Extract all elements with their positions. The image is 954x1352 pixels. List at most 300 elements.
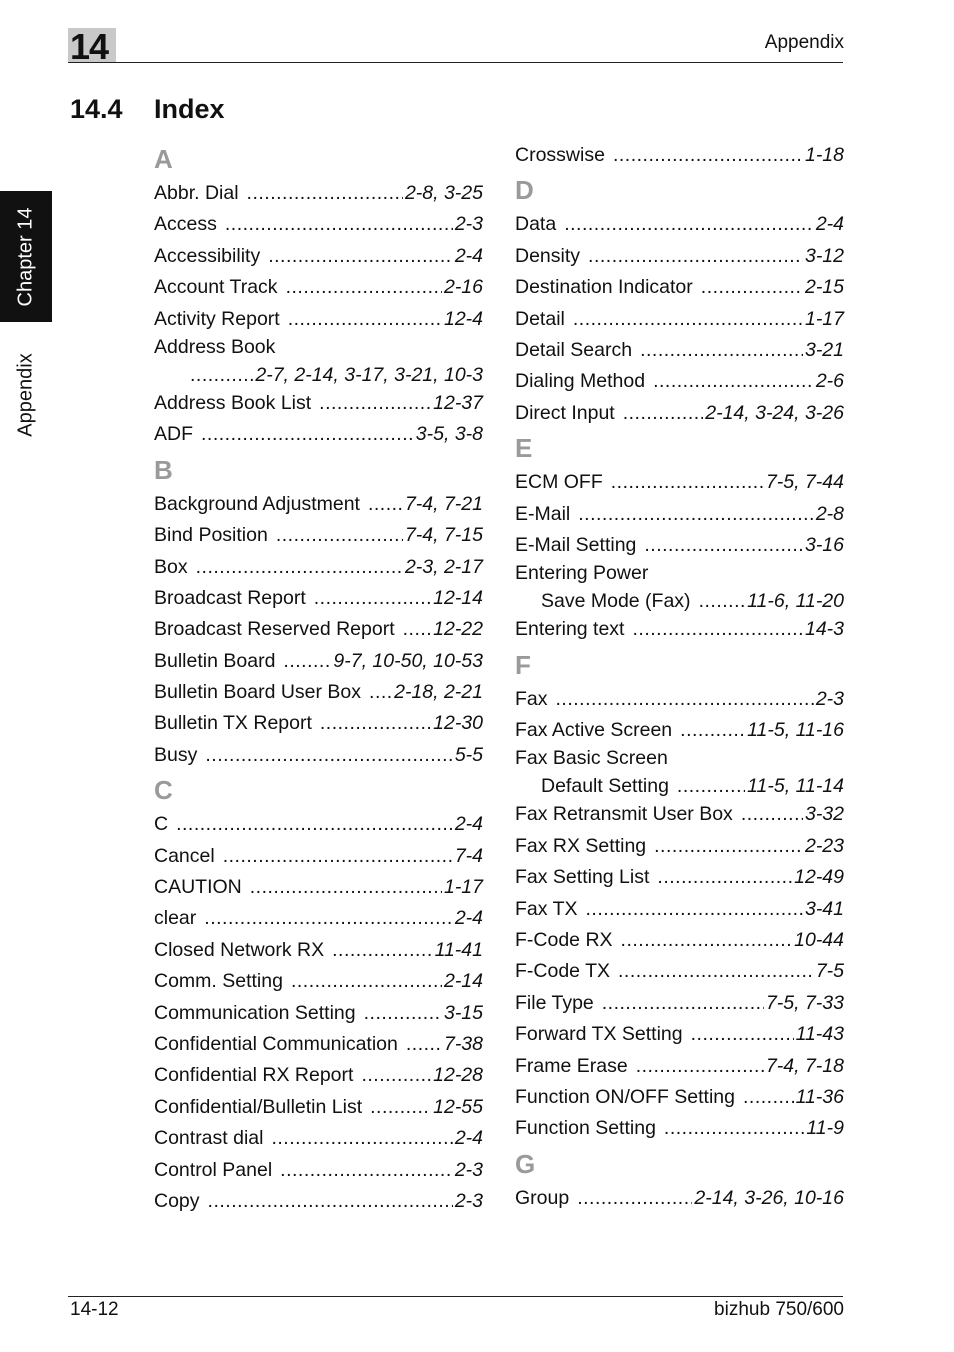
index-term: Background Adjustment (154, 492, 360, 515)
index-entry (515, 956, 844, 987)
index-entry-line (515, 799, 844, 830)
index-term: Fax Retransmit User Box (515, 803, 733, 826)
index-term: Control Panel (154, 1158, 273, 1181)
index-entry (515, 894, 844, 925)
index-page-refs: 10-44 (794, 929, 844, 952)
index-entry-line (154, 1029, 483, 1060)
leader-dots (291, 966, 442, 997)
leader-dots (332, 935, 432, 966)
index-letter-heading: E (515, 433, 533, 464)
page-number: 14-12 (70, 1299, 119, 1320)
index-entry-line (154, 419, 483, 450)
leader-dots (201, 419, 414, 450)
index-term: clear (154, 907, 197, 930)
header-title: Appendix (764, 32, 844, 53)
index-term: C (154, 813, 169, 836)
leader-dots (271, 1123, 452, 1154)
index-page-refs: 1-17 (804, 307, 844, 330)
index-entry-line (515, 499, 844, 530)
index-page-refs: 11-43 (795, 1023, 844, 1046)
index-entry-line (515, 304, 844, 335)
index-entry (515, 1019, 844, 1050)
index-entry (154, 1060, 483, 1091)
index-entry (154, 419, 483, 450)
index-term: Activity Report (154, 307, 280, 330)
side-tab-chapter-label: Chapter 14 (14, 207, 37, 306)
index-page-refs: 12-22 (433, 618, 483, 641)
index-entry (515, 746, 844, 799)
index-page-refs: 2-3 (454, 1189, 483, 1212)
index-entry (154, 966, 483, 997)
index-term: Bind Position (154, 524, 268, 547)
index-entry (154, 809, 483, 840)
leader-dots (664, 1113, 804, 1144)
index-page-refs: 2-4 (454, 813, 483, 836)
leader-dots (196, 552, 403, 583)
index-entry (154, 1092, 483, 1123)
index-page-refs: 2-3 (454, 1158, 483, 1181)
index-entry-line (515, 988, 844, 1019)
index-entry (515, 366, 844, 397)
index-entry-line (154, 489, 483, 520)
leader-dots (573, 304, 803, 335)
index-entry-line (515, 1019, 844, 1050)
index-term: Detail Search (515, 338, 633, 361)
index-entry (515, 862, 844, 893)
leader-dots (677, 771, 745, 802)
index-page-refs: 3-12 (804, 244, 844, 267)
index-entry-line (154, 966, 483, 997)
index-term: Broadcast Report (154, 586, 306, 609)
index-page-refs: 1-17 (443, 876, 483, 899)
index-page-refs: 2-4 (815, 213, 844, 236)
index-page-refs: 11-9 (806, 1117, 844, 1140)
index-entry (154, 583, 483, 614)
index-term: Confidential RX Report (154, 1064, 354, 1087)
index-entry-line (154, 872, 483, 903)
index-entry (515, 1082, 844, 1113)
index-page-refs: 12-49 (794, 866, 844, 889)
index-entry-line (154, 360, 483, 388)
index-entry-line (154, 677, 483, 708)
index-page-refs: 5-5 (454, 743, 483, 766)
index-entry (154, 614, 483, 645)
index-entry (515, 467, 844, 498)
index-entry (154, 841, 483, 872)
index-term: Copy (154, 1189, 200, 1212)
index-entry (154, 335, 483, 388)
index-term: Detail (515, 307, 565, 330)
index-page-refs: 2-7, 2-14, 3-17, 3-21, 10-3 (255, 363, 483, 386)
index-entry (515, 335, 844, 366)
index-entry (154, 1029, 483, 1060)
leader-dots (268, 241, 453, 272)
index-entry-line (154, 708, 483, 739)
leader-dots (319, 388, 431, 419)
index-entry (154, 1123, 483, 1154)
index-entry-line (515, 862, 844, 893)
index-entry (515, 684, 844, 715)
index-entry (515, 140, 844, 171)
index-entry-line (154, 272, 483, 303)
index-term: Busy (154, 743, 198, 766)
leader-dots (691, 1019, 794, 1050)
leader-dots (369, 677, 392, 708)
index-page-refs: 7-4, 7-15 (404, 524, 483, 547)
index-subterm: Save Mode (Fax) (541, 590, 691, 613)
index-term: Bulletin Board (154, 649, 276, 672)
index-entry (154, 1186, 483, 1217)
index-entry-line (515, 561, 844, 586)
index-term: Function Setting (515, 1117, 656, 1140)
index-entry (154, 935, 483, 966)
index-term: Crosswise (515, 144, 605, 166)
index-entry-line (515, 771, 844, 799)
index-term: F-Code RX (515, 929, 613, 952)
index-entry (515, 304, 844, 335)
index-page-refs: 7-38 (443, 1032, 483, 1055)
leader-dots (247, 178, 403, 209)
index-entry (154, 552, 483, 583)
index-term: Group (515, 1186, 570, 1209)
index-column-left (154, 140, 483, 1217)
index-term: Fax Setting List (515, 866, 650, 889)
index-entry-line (515, 398, 844, 429)
index-entry-line (154, 1123, 483, 1154)
index-letter-heading: F (515, 649, 531, 680)
index-entry-line (154, 583, 483, 614)
leader-dots (588, 241, 803, 272)
index-entry-line (154, 388, 483, 419)
section-number: 14.4 (70, 94, 123, 124)
index-page-refs: 12-4 (443, 307, 483, 330)
index-page-refs: 2-4 (454, 1127, 483, 1150)
leader-dots (602, 988, 764, 1019)
index-entry-line (515, 530, 844, 561)
index-page-refs: 3-5, 3-8 (415, 423, 483, 446)
leader-dots (250, 872, 442, 903)
index-entry (515, 241, 844, 272)
index-entry-line (154, 646, 483, 677)
leader-dots (223, 841, 453, 872)
index-entry-line (154, 614, 483, 645)
index-entry (154, 209, 483, 240)
leader-dots (320, 708, 431, 739)
index-entry-line (515, 366, 844, 397)
leader-dots (741, 799, 803, 830)
index-entry (154, 903, 483, 934)
index-term: Address Book (154, 335, 276, 358)
leader-dots (699, 586, 746, 617)
index-page-refs: 2-16 (443, 276, 483, 299)
index-page-refs: 7-4, 7-21 (404, 492, 483, 515)
leader-dots (208, 1186, 453, 1217)
index-entry-line (515, 746, 844, 771)
leader-dots (225, 209, 453, 240)
index-entry (515, 715, 844, 746)
leader-dots (361, 1060, 431, 1091)
index-entry (515, 614, 844, 645)
index-entry-line (515, 614, 844, 645)
index-entry (515, 925, 844, 956)
side-tab-appendix-label: Appendix (14, 353, 37, 437)
index-entry (154, 304, 483, 335)
index-page-refs: 2-14 (443, 970, 483, 993)
index-entry (515, 209, 844, 240)
index-page-refs: 2-3 (454, 213, 483, 236)
index-term: Data (515, 213, 557, 236)
index-entry-line (515, 335, 844, 366)
index-term: Broadcast Reserved Report (154, 618, 395, 641)
index-entry-line (154, 520, 483, 551)
index-entry (154, 241, 483, 272)
index-entry-line (515, 894, 844, 925)
index-entry (154, 998, 483, 1029)
index-entry (515, 561, 844, 614)
index-page-refs: 2-3, 2-17 (404, 555, 483, 578)
index-entry (154, 388, 483, 419)
index-letter-heading: C (154, 775, 173, 806)
index-term: ECM OFF (515, 471, 603, 494)
index-entry-line (154, 903, 483, 934)
index-entry-line (515, 1183, 844, 1214)
index-term: Destination Indicator (515, 276, 693, 299)
index-page-refs: 2-14, 3-24, 3-26 (705, 401, 844, 424)
index-page-refs: 7-4 (454, 844, 483, 867)
section-title: Index (154, 94, 225, 124)
index-entry (154, 178, 483, 209)
index-entry-line (515, 831, 844, 862)
index-term: Fax Active Screen (515, 719, 673, 742)
index-page-refs: 7-5, 7-44 (765, 471, 844, 494)
leader-dots (586, 894, 803, 925)
index-term: Comm. Setting (154, 970, 283, 993)
leader-dots (613, 140, 803, 171)
index-term: Entering Power (515, 562, 649, 585)
leader-dots (403, 614, 432, 645)
index-term: Bulletin Board User Box (154, 681, 362, 704)
index-page-refs: 3-21 (804, 338, 844, 361)
leader-dots (370, 1092, 431, 1123)
index-term: Function ON/OFF Setting (515, 1085, 735, 1108)
index-letter-heading: G (515, 1148, 536, 1179)
index-page-refs: 12-30 (433, 712, 483, 735)
leader-dots (680, 715, 745, 746)
index-entry-line (515, 925, 844, 956)
index-page-refs: 2-8 (815, 502, 844, 525)
leader-dots (283, 646, 331, 677)
leader-dots (368, 489, 403, 520)
footer-rule (68, 1296, 843, 1297)
index-entry-line (515, 241, 844, 272)
leader-dots (314, 583, 431, 614)
index-entry-line (515, 467, 844, 498)
index-letter-heading: D (515, 175, 534, 206)
index-entry-line (154, 841, 483, 872)
index-page-refs: 12-37 (433, 391, 483, 414)
index-entry (154, 708, 483, 739)
index-page-refs: 7-5, 7-33 (765, 991, 844, 1014)
index-page-refs: 2-6 (815, 370, 844, 393)
index-page-refs: 11-41 (434, 938, 483, 961)
leader-dots (364, 998, 442, 1029)
index-entry-line (515, 1113, 844, 1144)
index-entry-line (154, 178, 483, 209)
index-entry (154, 520, 483, 551)
index-page-refs: 11-5, 11-16 (747, 719, 844, 742)
index-term: Fax TX (515, 897, 578, 920)
index-page-refs: 2-8, 3-25 (404, 182, 483, 204)
index-page-refs: 3-16 (804, 533, 844, 556)
index-page-refs: 3-32 (804, 803, 844, 826)
index-term: Box (154, 555, 188, 578)
leader-dots (743, 1082, 794, 1113)
index-page-refs: 1-18 (804, 144, 844, 166)
index-page-refs: 2-15 (804, 276, 844, 299)
index-entry-line (515, 684, 844, 715)
index-entry (515, 398, 844, 429)
index-entry-line (515, 272, 844, 303)
index-entry (154, 646, 483, 677)
index-term: E-Mail (515, 502, 571, 525)
index-entry (154, 272, 483, 303)
index-entry (515, 799, 844, 830)
index-term: Confidential Communication (154, 1032, 398, 1055)
index-entry (154, 489, 483, 520)
index-subterm: Default Setting (541, 775, 669, 798)
index-term: Access (154, 213, 217, 236)
index-page-refs: 2-4 (454, 907, 483, 930)
index-term: Fax Basic Screen (515, 747, 668, 770)
index-entry-line (515, 140, 844, 171)
index-page-refs: 11-36 (795, 1085, 844, 1108)
side-tab-chapter (0, 191, 52, 322)
leader-dots (611, 467, 764, 498)
index-entry-line (154, 335, 483, 360)
index-page-refs: 3-41 (804, 897, 844, 920)
index-term: Closed Network RX (154, 938, 325, 961)
leader-dots (657, 862, 792, 893)
index-entry-line (154, 304, 483, 335)
index-term: Confidential/Bulletin List (154, 1095, 363, 1118)
index-page-refs: 12-28 (433, 1064, 483, 1087)
index-entry-line (154, 552, 483, 583)
index-term: Abbr. Dial (154, 182, 239, 204)
leader-dots (564, 209, 814, 240)
index-term: Contrast dial (154, 1127, 264, 1150)
leader-dots (286, 272, 442, 303)
index-entry (515, 1113, 844, 1144)
index-page-refs: 2-4 (454, 244, 483, 267)
leader-dots (280, 1155, 453, 1186)
index-page-refs: 3-15 (443, 1001, 483, 1024)
leader-dots (640, 335, 803, 366)
index-term: File Type (515, 991, 594, 1014)
index-entry-line (154, 740, 483, 771)
index-term: E-Mail Setting (515, 533, 637, 556)
index-term: Address Book List (154, 391, 312, 414)
leader-dots (644, 530, 803, 561)
index-column-right (515, 140, 844, 1214)
index-entry-line (154, 1155, 483, 1186)
index-entry-line (154, 1092, 483, 1123)
product-name: bizhub 750/600 (714, 1299, 844, 1320)
chapter-number: 14 (70, 26, 109, 67)
index-page-refs: 14-3 (804, 618, 844, 641)
leader-dots (577, 1183, 692, 1214)
index-entry (515, 831, 844, 862)
index-entry-line (154, 1186, 483, 1217)
leader-dots (621, 925, 793, 956)
leader-dots (623, 398, 704, 429)
index-entry (515, 988, 844, 1019)
index-entry (154, 872, 483, 903)
leader-dots (701, 272, 803, 303)
index-term: Bulletin TX Report (154, 712, 312, 735)
index-page-refs: 9-7, 10-50, 10-53 (333, 649, 483, 672)
index-letter-heading: A (154, 144, 173, 174)
index-entry-line (515, 586, 844, 614)
index-entry-line (515, 209, 844, 240)
index-page-refs: 7-5 (815, 960, 844, 983)
index-term: Accessibility (154, 244, 261, 267)
leader-dots (618, 956, 814, 987)
index-entry-line (154, 935, 483, 966)
index-entry (154, 1155, 483, 1186)
leader-dots (205, 740, 452, 771)
index-page-refs: 7-4, 7-18 (765, 1054, 844, 1077)
index-entry-line (154, 809, 483, 840)
index-entry (515, 272, 844, 303)
side-tab-appendix (0, 335, 52, 455)
index-term: F-Code TX (515, 960, 611, 983)
index-term: Forward TX Setting (515, 1023, 683, 1046)
index-term: Fax RX Setting (515, 834, 647, 857)
leader-dots (276, 520, 403, 551)
leader-dots (406, 1029, 442, 1060)
index-term: Direct Input (515, 401, 615, 424)
index-term: Communication Setting (154, 1001, 356, 1024)
leader-dots (190, 360, 253, 391)
index-term: Entering text (515, 618, 625, 641)
index-page-refs: 2-3 (815, 687, 844, 710)
index-entry (515, 1183, 844, 1214)
index-term: Frame Erase (515, 1054, 628, 1077)
index-term: ADF (154, 423, 193, 446)
leader-dots (204, 903, 453, 934)
index-page-refs: 11-6, 11-20 (747, 590, 844, 613)
index-page-refs: 2-18, 2-21 (394, 681, 483, 704)
index-page-refs: 12-55 (433, 1095, 483, 1118)
index-entry (154, 740, 483, 771)
index-term: Account Track (154, 276, 278, 299)
index-letter-heading: B (154, 454, 173, 485)
index-entry (515, 530, 844, 561)
index-term: Density (515, 244, 581, 267)
leader-dots (632, 614, 802, 645)
index-entry-line (154, 209, 483, 240)
index-entry-line (515, 715, 844, 746)
leader-dots (578, 499, 814, 530)
index-page-refs: 12-14 (433, 586, 483, 609)
header-rule (68, 62, 843, 63)
index-entry (515, 499, 844, 530)
index-entry-line (154, 1060, 483, 1091)
leader-dots (288, 304, 442, 335)
leader-dots (636, 1051, 764, 1082)
index-entry-line (515, 1082, 844, 1113)
index-term: Fax (515, 687, 548, 710)
